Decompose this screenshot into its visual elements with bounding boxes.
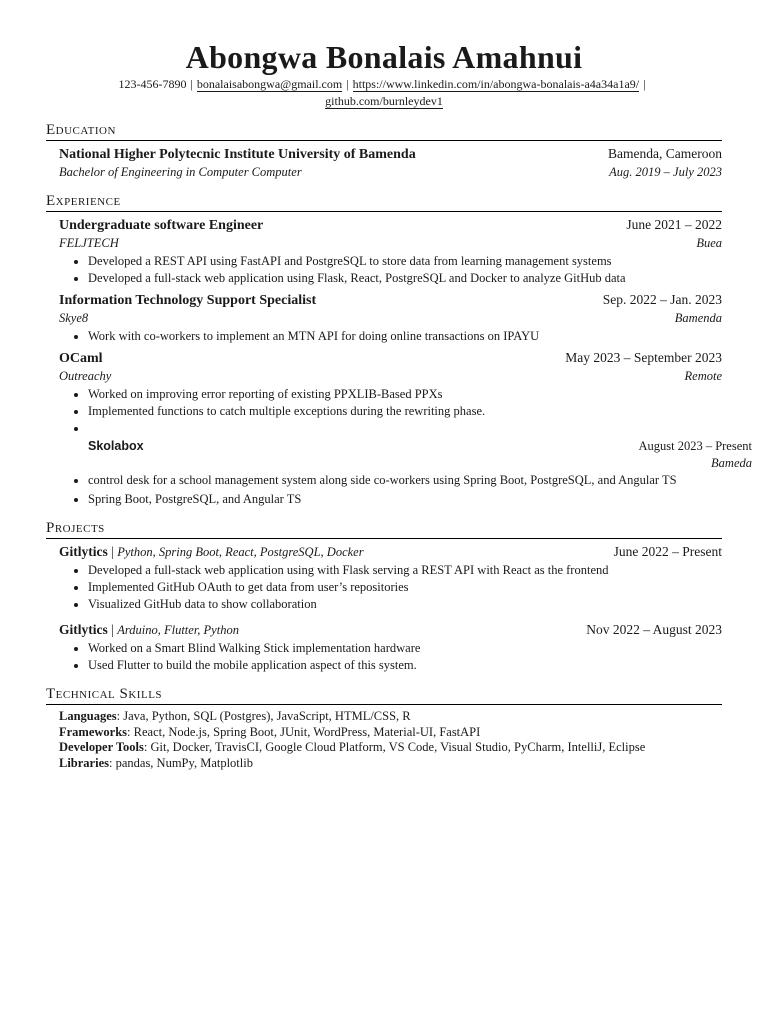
- skill-values: : Git, Docker, TravisCI, Google Cloud Platform, VS Code, Visual Studio, PyCharm, IntelliJ, Eclipse: [143, 740, 646, 754]
- project-entry: [46, 621, 722, 674]
- skill-label: Libraries: [59, 755, 109, 770]
- job-dates: Sep. 2022 – Jan. 2023: [602, 292, 722, 307]
- nested-dates: August 2023 – Present: [638, 439, 752, 453]
- projects-heading: Projects: [46, 520, 722, 539]
- bullet-item: • Implemented functions to catch multiple exceptions during the rewriting phase.: [88, 403, 722, 420]
- education-entry: [46, 145, 722, 181]
- separator: |: [346, 77, 349, 91]
- phone-number: 123-456-7890: [118, 77, 187, 91]
- skill-label: Frameworks: [59, 724, 128, 739]
- job-location: Buea: [696, 236, 722, 250]
- skill-values: : Java, Python, SQL (Postgres), JavaScript, HTML/CSS, R: [116, 709, 411, 723]
- job-role: OCaml: [59, 351, 103, 366]
- skills-heading: Technical Skills: [46, 686, 722, 705]
- separator: |: [643, 77, 646, 91]
- skills-block: [46, 709, 722, 771]
- skill-values: : pandas, NumPy, Matplotlib: [109, 755, 253, 770]
- email-link[interactable]: bonalaisabongwa@gmail.com: [196, 77, 343, 91]
- linkedin-link[interactable]: https://www.linkedin.com/in/abongwa-bonalais-a4a34a1a9/: [352, 77, 640, 91]
- project-bullets: [59, 562, 722, 613]
- education-heading: Education: [46, 122, 722, 141]
- skill-label: Languages: [59, 709, 117, 723]
- skills-frameworks: [59, 725, 722, 741]
- bullet-item: • Visualized GitHub data to show collaboration: [88, 596, 722, 613]
- bullet-item: • Spring Boot, PostgreSQL, and Angular TS: [88, 491, 716, 508]
- job-dates: June 2021 – 2022: [626, 217, 722, 232]
- skills-developer-tools: [59, 740, 722, 756]
- job-bullets: [59, 253, 722, 287]
- contact-info: [46, 76, 722, 110]
- bullet-item: • Work with co-workers to implement an MTN API for doing online transactions on IPAYU: [88, 328, 722, 345]
- project-tech: Arduino, Flutter, Python: [117, 623, 239, 637]
- nested-role: Skolabox: [88, 439, 144, 453]
- experience-entry: [46, 216, 722, 287]
- nested-experience-entry: [88, 437, 752, 472]
- bullet-item: • Used Flutter to build the mobile application aspect of this system.: [88, 657, 722, 674]
- bullet-item: • Worked on a Smart Blind Walking Stick implementation hardware: [88, 640, 722, 657]
- separator: |: [111, 622, 114, 637]
- project-dates: Nov 2022 – August 2023: [586, 622, 722, 637]
- job-dates: May 2023 – September 2023: [565, 350, 722, 365]
- experience-entry: [46, 349, 752, 508]
- project-bullets: [59, 640, 722, 674]
- skill-values: : React, Node.js, Spring Boot, JUnit, WordPress, Material-UI, FastAPI: [127, 724, 481, 739]
- education-dates: Aug. 2019 – July 2023: [609, 165, 722, 179]
- project-name: Gitlytics: [59, 622, 108, 637]
- job-company: Skye8: [59, 311, 89, 325]
- job-company: Outreachy: [59, 369, 112, 383]
- bullet-item: • Developed a REST API using FastAPI and PostgreSQL to store data from learning management systems: [88, 253, 722, 270]
- nested-bullets: [59, 472, 722, 508]
- separator: |: [111, 544, 114, 559]
- bullet-item: • Developed a full-stack web application using with Flask serving a REST API with React as the frontend: [88, 562, 722, 579]
- skills-languages: [59, 709, 722, 725]
- separator: |: [190, 77, 193, 91]
- job-company: FELJTECH: [59, 236, 119, 250]
- school-location: Bamenda, Cameroon: [608, 146, 722, 161]
- job-role: Undergraduate software Engineer: [59, 218, 264, 233]
- job-bullets: [59, 328, 722, 345]
- project-tech: Python, Spring Boot, React, PostgreSQL, Docker: [117, 545, 364, 559]
- job-location: Bamenda: [674, 311, 722, 325]
- job-location: Remote: [684, 369, 722, 383]
- project-entry: [46, 543, 722, 613]
- skill-label: Developer Tools: [59, 740, 144, 754]
- job-bullets: [59, 386, 722, 437]
- school-name: National Higher Polytecnic Institute University of Bamenda: [59, 147, 416, 162]
- bullet-item: • Implemented GitHub OAuth to get data from user’s repositories: [88, 579, 722, 596]
- bullet-item: • control desk for a school management system along side co-workers using Spring Boot, PostgreSQL, and Angular TS: [88, 472, 716, 489]
- degree: Bachelor of Engineering in Computer Computer: [59, 165, 302, 179]
- bullet-item: • Developed a full-stack web application using Flask, React, PostgreSQL and Docker to analyze GitHub data: [88, 270, 722, 287]
- experience-heading: Experience: [46, 193, 722, 212]
- job-role: Information Technology Support Specialist: [59, 293, 317, 308]
- experience-entry: [46, 291, 722, 345]
- candidate-name: Abongwa Bonalais Amahnui: [185, 39, 583, 75]
- resume-page: [46, 38, 752, 771]
- nested-location: Bameda: [711, 456, 752, 470]
- github-link[interactable]: github.com/burnleydev1: [325, 94, 443, 108]
- project-name: Gitlytics: [59, 544, 108, 559]
- bullet-item: • Worked on improving error reporting of existing PPXLIB-Based PPXs: [88, 386, 722, 403]
- project-dates: June 2022 – Present: [613, 544, 722, 559]
- bullet-item-empty: [88, 420, 722, 437]
- skills-libraries: [59, 756, 722, 772]
